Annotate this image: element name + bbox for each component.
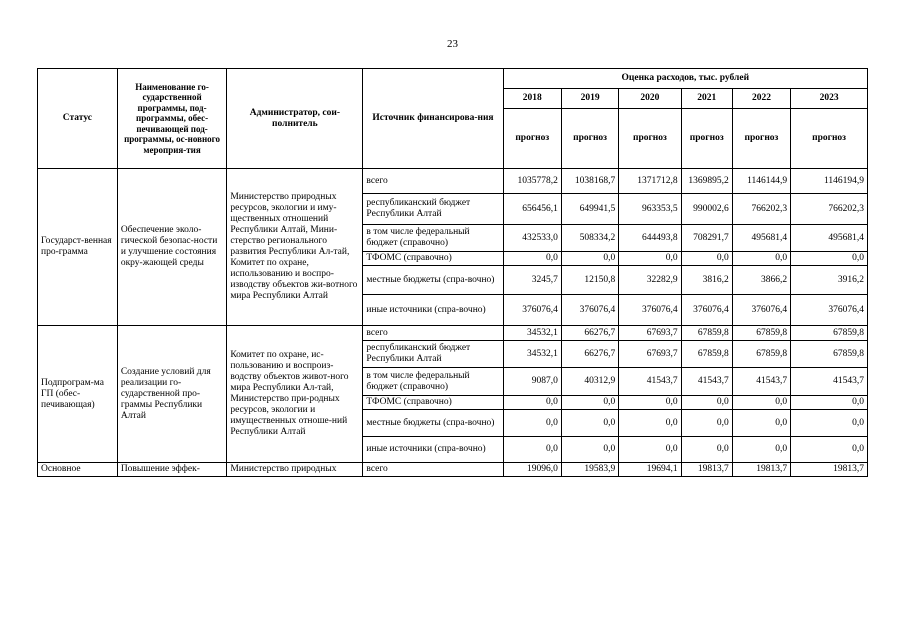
header-year: 2019 <box>561 89 618 109</box>
value-cell: 0,0 <box>681 410 732 437</box>
value-cell: 1369895,2 <box>681 169 732 194</box>
source-cell: всего <box>363 326 503 341</box>
value-cell: 0,0 <box>503 396 561 410</box>
value-cell: 40312,9 <box>561 368 618 396</box>
value-cell: 3245,7 <box>503 266 561 295</box>
source-cell: местные бюджеты (спра-вочно) <box>363 410 503 437</box>
header-year: 2023 <box>791 89 868 109</box>
program-name-cell: Создание условий для реализации го-сударственной про-граммы Республики Алтай <box>117 326 227 463</box>
value-cell: 32282,9 <box>619 266 681 295</box>
value-cell: 0,0 <box>791 396 868 410</box>
value-cell: 376076,4 <box>561 295 618 326</box>
table-row <box>38 169 868 194</box>
source-cell: ТФОМС (справочно) <box>363 396 503 410</box>
value-cell: 67693,7 <box>619 326 681 341</box>
value-cell: 67859,8 <box>732 341 790 368</box>
value-cell: 0,0 <box>619 410 681 437</box>
header-forecast: прогноз <box>503 109 561 169</box>
value-cell: 495681,4 <box>791 225 868 252</box>
value-cell: 3916,2 <box>791 266 868 295</box>
value-cell: 19096,0 <box>503 463 561 477</box>
expenses-table <box>37 68 868 477</box>
value-cell: 66276,7 <box>561 326 618 341</box>
value-cell: 12150,8 <box>561 266 618 295</box>
status-cell: Подпрограм-ма ГП (обес-печивающая) <box>38 326 118 463</box>
value-cell: 66276,7 <box>561 341 618 368</box>
value-cell: 656456,1 <box>503 194 561 225</box>
admin-cell: Министерство природных ресурсов, экологии и иму-щественных отношений Республики Алтай, Мини-стерство регионального развития Республики Ал-тай, Комитет по охране, использованию и воспро-изводству объектов жи-вотного мира Республики Алтай <box>227 169 363 326</box>
source-cell: иные источники (спра-вочно) <box>363 437 503 463</box>
source-cell: иные источники (спра-вочно) <box>363 295 503 326</box>
value-cell: 67859,8 <box>791 326 868 341</box>
value-cell: 34532,1 <box>503 341 561 368</box>
value-cell: 766202,3 <box>732 194 790 225</box>
value-cell: 3866,2 <box>732 266 790 295</box>
value-cell: 41543,7 <box>619 368 681 396</box>
table-row <box>38 326 868 341</box>
value-cell: 649941,5 <box>561 194 618 225</box>
value-cell: 0,0 <box>681 252 732 266</box>
header-forecast: прогноз <box>732 109 790 169</box>
header-name: Наименование го-сударственной программы, под-программы, обес-печивающей под-программы, ос-новного мероприя-тия <box>117 69 227 169</box>
value-cell: 19694,1 <box>619 463 681 477</box>
value-cell: 0,0 <box>561 396 618 410</box>
value-cell: 1038168,7 <box>561 169 618 194</box>
header-admin: Администратор, сои-полнитель <box>227 69 363 169</box>
value-cell: 0,0 <box>791 437 868 463</box>
value-cell: 0,0 <box>681 437 732 463</box>
header-expenses: Оценка расходов, тыс. рублей <box>503 69 867 89</box>
source-cell: в том числе федеральный бюджет (справочно) <box>363 368 503 396</box>
header-forecast: прогноз <box>791 109 868 169</box>
value-cell: 0,0 <box>619 437 681 463</box>
header-source: Источник финансирова-ния <box>363 69 503 169</box>
value-cell: 0,0 <box>561 410 618 437</box>
header-year: 2018 <box>503 89 561 109</box>
value-cell: 67859,8 <box>681 326 732 341</box>
page-number: 23 <box>447 38 458 50</box>
value-cell: 67693,7 <box>619 341 681 368</box>
value-cell: 0,0 <box>503 437 561 463</box>
value-cell: 708291,7 <box>681 225 732 252</box>
value-cell: 0,0 <box>791 410 868 437</box>
admin-cell: Комитет по охране, ис-пользованию и воспроиз-водству объектов живот-ного мира Республики Ал-тай, Министерство при-родных ресурсов, экологии и имущественных отноше-ний Республики Алтай <box>227 326 363 463</box>
value-cell: 1146194,9 <box>791 169 868 194</box>
value-cell: 432533,0 <box>503 225 561 252</box>
value-cell: 0,0 <box>732 437 790 463</box>
header-forecast: прогноз <box>681 109 732 169</box>
header-status: Статус <box>38 69 118 169</box>
source-cell: республиканский бюджет Республики Алтай <box>363 341 503 368</box>
value-cell: 495681,4 <box>732 225 790 252</box>
value-cell: 376076,4 <box>619 295 681 326</box>
value-cell: 0,0 <box>503 410 561 437</box>
value-cell: 34532,1 <box>503 326 561 341</box>
value-cell: 644493,8 <box>619 225 681 252</box>
value-cell: 67859,8 <box>732 326 790 341</box>
value-cell: 3816,2 <box>681 266 732 295</box>
value-cell: 0,0 <box>732 252 790 266</box>
value-cell: 1371712,8 <box>619 169 681 194</box>
header-year: 2021 <box>681 89 732 109</box>
value-cell: 1035778,2 <box>503 169 561 194</box>
status-cell: Государст-венная про-грамма <box>38 169 118 326</box>
program-name-cell: Обеспечение эколо-гической безопас-ности и улучшение состояния окру-жающей среды <box>117 169 227 326</box>
value-cell: 19583,9 <box>561 463 618 477</box>
value-cell: 376076,4 <box>732 295 790 326</box>
header-forecast: прогноз <box>619 109 681 169</box>
value-cell: 376076,4 <box>791 295 868 326</box>
value-cell: 376076,4 <box>503 295 561 326</box>
value-cell: 0,0 <box>503 252 561 266</box>
value-cell: 0,0 <box>732 410 790 437</box>
value-cell: 9087,0 <box>503 368 561 396</box>
value-cell: 963353,5 <box>619 194 681 225</box>
status-cell: Основное <box>38 463 118 477</box>
header-forecast: прогноз <box>561 109 618 169</box>
header-year: 2022 <box>732 89 790 109</box>
value-cell: 19813,7 <box>681 463 732 477</box>
program-name-cell: Повышение эффек- <box>117 463 227 477</box>
header-year: 2020 <box>619 89 681 109</box>
value-cell: 0,0 <box>561 252 618 266</box>
source-cell: республиканский бюджет Республики Алтай <box>363 194 503 225</box>
value-cell: 990002,6 <box>681 194 732 225</box>
value-cell: 376076,4 <box>681 295 732 326</box>
value-cell: 19813,7 <box>732 463 790 477</box>
value-cell: 0,0 <box>619 396 681 410</box>
admin-cell: Министерство природных <box>227 463 363 477</box>
source-cell: всего <box>363 463 503 477</box>
table-row <box>38 463 868 477</box>
source-cell: всего <box>363 169 503 194</box>
value-cell: 19813,7 <box>791 463 868 477</box>
value-cell: 0,0 <box>681 396 732 410</box>
value-cell: 67859,8 <box>681 341 732 368</box>
source-cell: ТФОМС (справочно) <box>363 252 503 266</box>
value-cell: 67859,8 <box>791 341 868 368</box>
source-cell: местные бюджеты (спра-вочно) <box>363 266 503 295</box>
value-cell: 41543,7 <box>681 368 732 396</box>
value-cell: 1146144,9 <box>732 169 790 194</box>
value-cell: 0,0 <box>732 396 790 410</box>
value-cell: 0,0 <box>791 252 868 266</box>
value-cell: 0,0 <box>619 252 681 266</box>
value-cell: 0,0 <box>561 437 618 463</box>
source-cell: в том числе федеральный бюджет (справочно) <box>363 225 503 252</box>
value-cell: 41543,7 <box>732 368 790 396</box>
value-cell: 766202,3 <box>791 194 868 225</box>
value-cell: 41543,7 <box>791 368 868 396</box>
value-cell: 508334,2 <box>561 225 618 252</box>
